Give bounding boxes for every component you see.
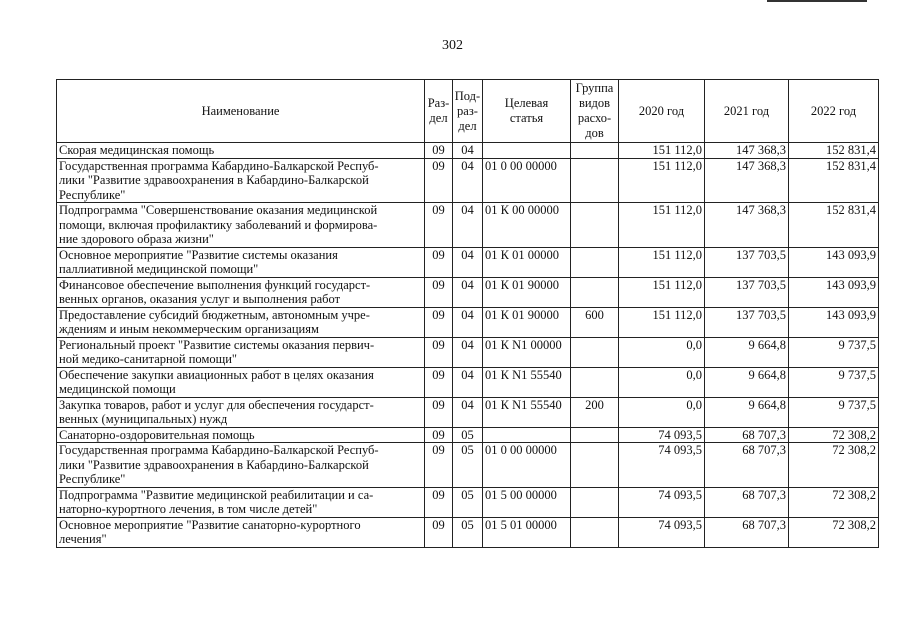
table-row — [57, 367, 879, 397]
row-target: 01 5 01 00000 — [483, 517, 571, 547]
table-row — [57, 487, 879, 517]
row-2021: 147 368,3 — [705, 143, 789, 159]
table-row — [57, 247, 879, 277]
row-2021: 137 703,5 — [705, 247, 789, 277]
row-name: Обеспечение закупки авиационных работ в целях оказания медицинской помощи — [57, 367, 425, 397]
row-group — [571, 247, 619, 277]
table-row — [57, 397, 879, 427]
row-2020: 151 112,0 — [619, 277, 705, 307]
row-target: 01 К 00 00000 — [483, 203, 571, 248]
row-group — [571, 277, 619, 307]
row-section: 09 — [425, 337, 453, 367]
row-2021: 137 703,5 — [705, 277, 789, 307]
row-section: 09 — [425, 517, 453, 547]
row-2021: 9 664,8 — [705, 397, 789, 427]
row-2020: 151 112,0 — [619, 247, 705, 277]
row-group — [571, 517, 619, 547]
row-2022: 143 093,9 — [789, 277, 879, 307]
row-2022: 72 308,2 — [789, 487, 879, 517]
row-group — [571, 443, 619, 488]
row-2022: 72 308,2 — [789, 443, 879, 488]
row-2020: 0,0 — [619, 337, 705, 367]
row-name: Государственная программа Кабардино-Балкарской Респуб- лики "Развитие здравоохранения в Кабардино-Балкарской Республике" — [57, 443, 425, 488]
row-name: Государственная программа Кабардино-Балкарской Респуб- лики "Развитие здравоохранения в Кабардино-Балкарской Республике" — [57, 158, 425, 203]
table-row — [57, 427, 879, 443]
row-target: 01 0 00 00000 — [483, 158, 571, 203]
row-2022: 152 831,4 — [789, 203, 879, 248]
row-subsection: 04 — [453, 397, 483, 427]
row-subsection: 04 — [453, 158, 483, 203]
header-group: Группа видов расхо- дов — [571, 80, 619, 143]
header-section: Раз- дел — [425, 80, 453, 143]
row-subsection: 05 — [453, 517, 483, 547]
header-target: Целевая статья — [483, 80, 571, 143]
row-2021: 9 664,8 — [705, 337, 789, 367]
row-2021: 68 707,3 — [705, 487, 789, 517]
row-section: 09 — [425, 277, 453, 307]
row-subsection: 04 — [453, 247, 483, 277]
row-2021: 68 707,3 — [705, 443, 789, 488]
row-2022: 9 737,5 — [789, 367, 879, 397]
row-2021: 147 368,3 — [705, 203, 789, 248]
row-group — [571, 158, 619, 203]
row-section: 09 — [425, 443, 453, 488]
row-group — [571, 337, 619, 367]
row-name: Закупка товаров, работ и услуг для обеспечения государст- венных (муниципальных) нужд — [57, 397, 425, 427]
table-row — [57, 143, 879, 159]
table-row — [57, 443, 879, 488]
row-name: Предоставление субсидий бюджетным, автономным учре- ждениям и иным некоммерческим организациям — [57, 307, 425, 337]
row-target: 01 К 01 00000 — [483, 247, 571, 277]
row-subsection: 05 — [453, 487, 483, 517]
table-row — [57, 158, 879, 203]
row-2020: 74 093,5 — [619, 427, 705, 443]
row-2021: 9 664,8 — [705, 367, 789, 397]
table-row — [57, 203, 879, 248]
row-subsection: 04 — [453, 367, 483, 397]
table-row — [57, 517, 879, 547]
row-2020: 151 112,0 — [619, 143, 705, 159]
row-group — [571, 143, 619, 159]
row-2022: 72 308,2 — [789, 427, 879, 443]
row-section: 09 — [425, 203, 453, 248]
row-name: Санаторно-оздоровительная помощь — [57, 427, 425, 443]
table-row — [57, 277, 879, 307]
row-target: 01 К N1 55540 — [483, 367, 571, 397]
row-name: Основное мероприятие "Развитие системы оказания паллиативной медицинской помощи" — [57, 247, 425, 277]
row-target: 01 К 01 90000 — [483, 277, 571, 307]
header-2022: 2022 год — [789, 80, 879, 143]
row-name: Подпрограмма "Совершенствование оказания медицинской помощи, включая профилактику заболеваний и формирова- ние здорового образа жизни" — [57, 203, 425, 248]
row-target: 01 К 01 90000 — [483, 307, 571, 337]
row-2021: 68 707,3 — [705, 517, 789, 547]
row-subsection: 04 — [453, 203, 483, 248]
row-2022: 143 093,9 — [789, 247, 879, 277]
row-name: Скорая медицинская помощь — [57, 143, 425, 159]
row-subsection: 04 — [453, 337, 483, 367]
row-2022: 9 737,5 — [789, 397, 879, 427]
row-2020: 0,0 — [619, 367, 705, 397]
row-2021: 68 707,3 — [705, 427, 789, 443]
row-group — [571, 427, 619, 443]
row-section: 09 — [425, 247, 453, 277]
row-2020: 74 093,5 — [619, 517, 705, 547]
row-2021: 147 368,3 — [705, 158, 789, 203]
row-subsection: 04 — [453, 307, 483, 337]
row-name: Подпрограмма "Развитие медицинской реабилитации и са- наторно-курортного лечения, в том числе детей" — [57, 487, 425, 517]
table-row — [57, 337, 879, 367]
row-section: 09 — [425, 158, 453, 203]
row-name: Основное мероприятие "Развитие санаторно-курортного лечения" — [57, 517, 425, 547]
header-subsection: Под- раз- дел — [453, 80, 483, 143]
row-2020: 0,0 — [619, 397, 705, 427]
row-subsection: 05 — [453, 427, 483, 443]
row-2022: 152 831,4 — [789, 143, 879, 159]
row-2020: 74 093,5 — [619, 487, 705, 517]
row-2022: 143 093,9 — [789, 307, 879, 337]
row-2021: 137 703,5 — [705, 307, 789, 337]
row-2022: 152 831,4 — [789, 158, 879, 203]
row-subsection: 05 — [453, 443, 483, 488]
row-target: 01 К N1 55540 — [483, 397, 571, 427]
row-group: 600 — [571, 307, 619, 337]
row-2022: 72 308,2 — [789, 517, 879, 547]
row-target: 01 5 00 00000 — [483, 487, 571, 517]
header-2021: 2021 год — [705, 80, 789, 143]
row-section: 09 — [425, 487, 453, 517]
row-group — [571, 367, 619, 397]
row-group — [571, 203, 619, 248]
page-number: 302 — [442, 38, 463, 53]
table-row — [57, 307, 879, 337]
row-section: 09 — [425, 397, 453, 427]
row-target — [483, 427, 571, 443]
row-name: Финансовое обеспечение выполнения функций государст- венных органов, оказания услуг и выполнения работ — [57, 277, 425, 307]
row-2020: 151 112,0 — [619, 307, 705, 337]
row-group — [571, 487, 619, 517]
row-section: 09 — [425, 143, 453, 159]
row-group: 200 — [571, 397, 619, 427]
row-2022: 9 737,5 — [789, 337, 879, 367]
row-subsection: 04 — [453, 277, 483, 307]
header-row — [57, 80, 879, 143]
row-2020: 151 112,0 — [619, 203, 705, 248]
row-target: 01 К N1 00000 — [483, 337, 571, 367]
row-2020: 151 112,0 — [619, 158, 705, 203]
top-edge-line — [767, 0, 867, 2]
budget-table — [56, 79, 879, 548]
row-section: 09 — [425, 307, 453, 337]
row-name: Региональный проект "Развитие системы оказания первич- ной медико-санитарной помощи" — [57, 337, 425, 367]
row-2020: 74 093,5 — [619, 443, 705, 488]
row-subsection: 04 — [453, 143, 483, 159]
header-2020: 2020 год — [619, 80, 705, 143]
row-target — [483, 143, 571, 159]
row-target: 01 0 00 00000 — [483, 443, 571, 488]
header-name: Наименование — [57, 80, 425, 143]
row-section: 09 — [425, 427, 453, 443]
row-section: 09 — [425, 367, 453, 397]
